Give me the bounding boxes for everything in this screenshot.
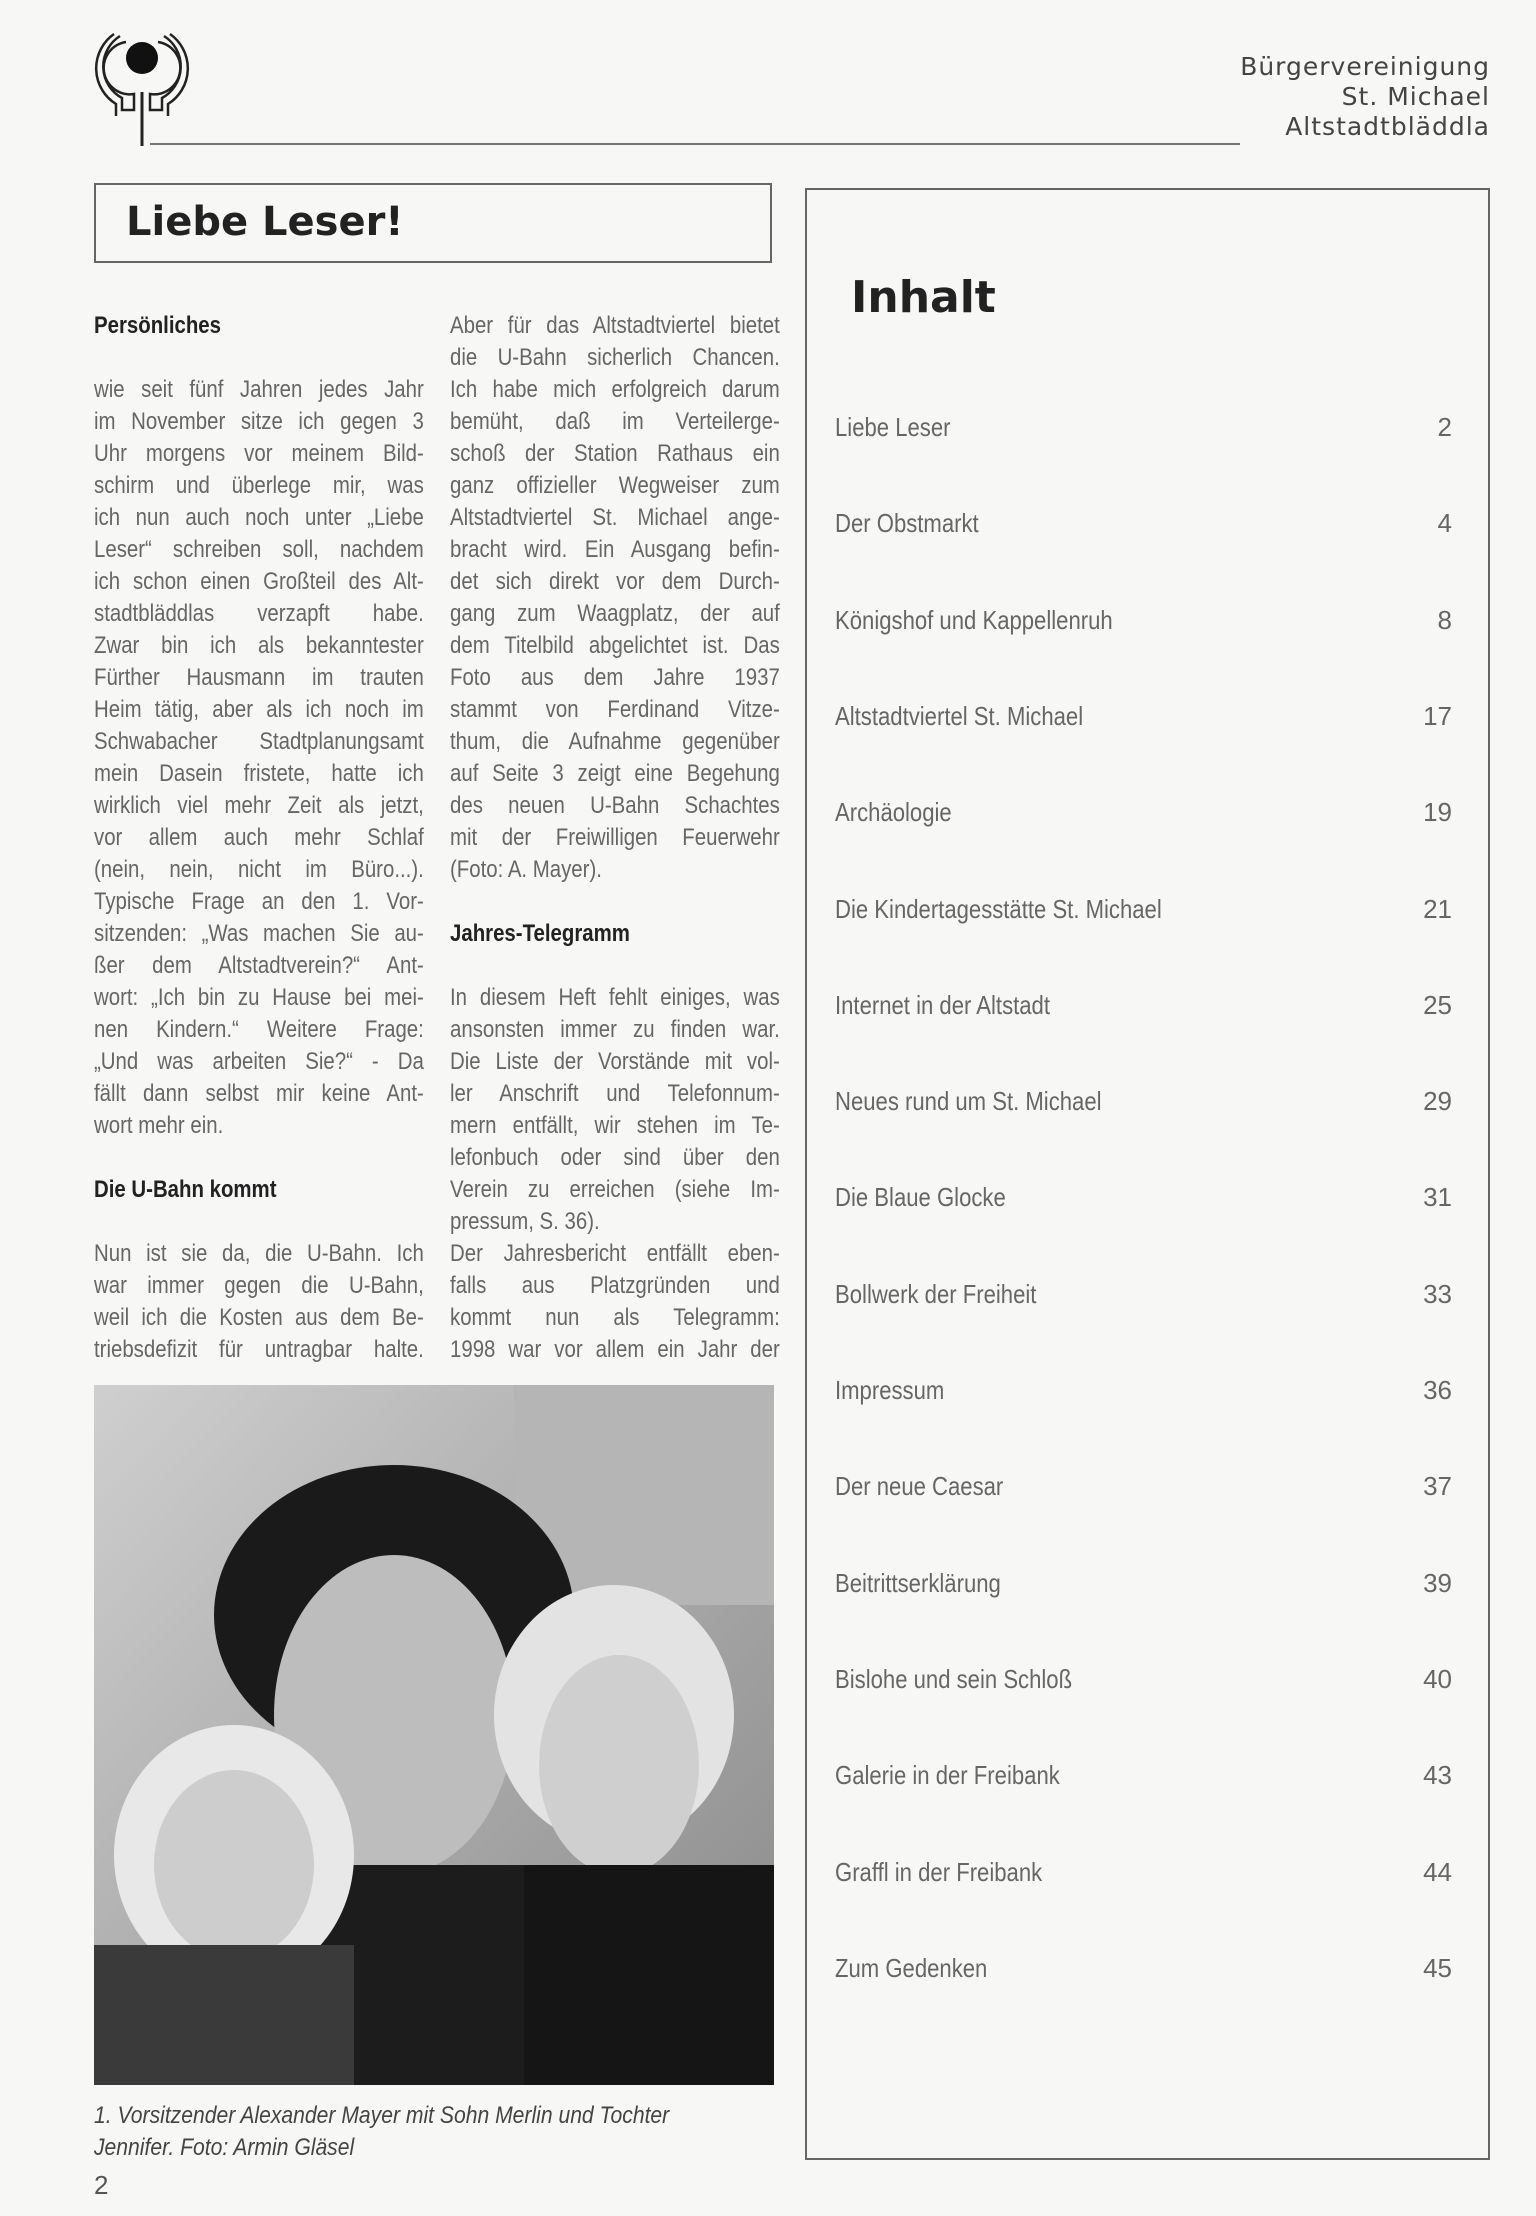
caption-line: Jennifer. Foto: Armin Gläsel [94,2134,355,2161]
text-line: wort mehr ein. [94,1112,224,1139]
header-line: St. Michael [1341,82,1490,111]
spacer [450,886,780,918]
text-line: ganz offizieller Wegweiser zum [450,472,780,499]
text-line: Altstadtviertel St. Michael ange- [450,504,780,531]
text-line: Aber für das Altstadtviertel bietet [450,312,780,339]
text-line: bracht wird. Ein Ausgang befin- [450,536,780,563]
text-line: Heim tätig, aber als ich noch im [94,696,424,723]
text-line: Uhr morgens vor meinem Bild- [94,440,424,467]
family-photo [94,1385,774,2085]
text-line: Ich habe mich erfolgreich darum [450,376,780,403]
toc-item-page: 45 [1423,1952,1452,1983]
photo-caption [94,2100,789,2164]
toc-item[interactable] [835,1760,1452,1796]
toc-item[interactable] [835,1182,1452,1218]
toc-item-page: 25 [1423,989,1452,1020]
toc-item-page: 36 [1423,1375,1452,1405]
toc-item[interactable] [835,508,1452,544]
text-line: im November sitze ich gegen 3 [94,408,424,435]
text-line: sitzenden: „Was machen Sie au- [94,920,424,947]
toc-item-label: Galerie in der Freibank [835,1760,1060,1791]
text-line: Der Jahresbericht entfällt eben- [450,1240,780,1267]
text-line: ßer dem Altstadtverein?“ Ant- [94,952,424,979]
header-rule [150,143,1240,145]
toc-item[interactable] [835,701,1452,737]
text-line: mern entfällt, wir stehen im Te- [450,1112,780,1139]
paragraph [450,1238,780,1366]
text-line: bemüht, daß im Verteilerge- [450,408,780,435]
text-line: Leser“ schreiben soll, nachdem [94,536,424,563]
toc-item[interactable] [835,1375,1452,1411]
text-line: ler Anschrift und Telefonnum- [450,1080,780,1107]
toc-item-page: 21 [1423,893,1452,924]
text-line: mit der Freiwilligen Feuerwehr [450,824,780,851]
text-line: kommt nun als Telegramm: [450,1304,780,1331]
toc-item-label: Graffl in der Freibank [835,1856,1043,1887]
header-line: Bürgervereinigung [1240,52,1490,81]
text-line: schirm und überlege mir, was [94,472,424,499]
text-line: auf Seite 3 zeigt eine Begehung [450,760,780,787]
toc-item-label: Liebe Leser [835,412,951,442]
toc-item-label: Zum Gedenken [835,1952,988,1983]
section-heading: Jahres-Telegramm [450,920,630,947]
caption-line: 1. Vorsitzender Alexander Mayer mit Sohn Merlin und Tochter [94,2102,670,2129]
text-line: gang zum Waagplatz, der auf [450,600,780,627]
title-box [94,183,772,263]
text-line: fällt dann selbst mir keine Ant- [94,1080,424,1107]
toc-item-page: 44 [1423,1856,1452,1887]
toc-item-label: Beitrittserklärung [835,1567,1001,1598]
spacer [450,950,780,982]
text-line: war immer gegen die U-Bahn, [94,1272,424,1299]
toc-item[interactable] [835,1568,1452,1604]
toc-item-label: Neues rund um St. Michael [835,1086,1102,1117]
toc-item[interactable] [835,1857,1452,1893]
text-line: thum, die Aufnahme gegenüber [450,728,780,755]
text-line: dem Titelbild abgelichtet ist. Das [450,632,780,659]
text-line: nen Kindern.“ Weitere Frage: [94,1016,424,1043]
paragraph [450,310,780,886]
text-line: ich nun auch noch unter „Liebe [94,504,424,531]
toc-item-label: Der neue Caesar [835,1471,1004,1502]
toc-item-label: Archäologie [835,797,952,828]
paragraph [450,982,780,1238]
text-line: (Foto: A. Mayer). [450,856,602,883]
section-heading: Die U-Bahn kommt [94,1176,277,1203]
toc-item-page: 37 [1423,1471,1452,1502]
toc-item[interactable] [835,990,1452,1026]
toc-item-label: Internet in der Altstadt [835,989,1050,1020]
toc-item[interactable] [835,1664,1452,1700]
toc-item-page: 29 [1423,1086,1452,1117]
text-line: 1998 war vor allem ein Jahr der [450,1336,780,1363]
text-line: (nein, nein, nicht im Büro...). [94,856,424,883]
text-line: ansonsten immer zu finden war. [450,1016,780,1043]
article-column-left [94,310,424,1366]
text-line: Nun ist sie da, die U-Bahn. Ich [94,1240,424,1267]
association-logo [92,28,192,148]
page-number: 2 [94,2170,109,2200]
text-line: Zwar bin ich als bekanntester [94,632,424,659]
text-line: wort: „Ich bin zu Hause bei mei- [94,984,424,1011]
toc-item[interactable] [835,1471,1452,1507]
header-org-name [1240,52,1490,142]
text-line: Fürther Hausmann im trauten [94,664,424,691]
toc-item[interactable] [835,605,1452,641]
toc-item-label: Die Blaue Glocke [835,1182,1006,1213]
article-column-middle [450,310,780,1366]
spacer [94,1142,424,1174]
text-line: des neuen U-Bahn Schachtes [450,792,780,819]
toc-item[interactable] [835,1953,1452,1989]
toc-item-page: 31 [1423,1182,1452,1213]
text-line: det sich direkt vor dem Durch- [450,568,780,595]
text-line: Schwabacher Stadtplanungsamt [94,728,424,755]
text-line: mein Dasein fristete, hatte ich [94,760,424,787]
paragraph [94,374,424,1142]
text-line: stammt von Ferdinand Vitze- [450,696,780,723]
text-line: weil ich die Kosten aus dem Be- [94,1304,424,1331]
text-line: pressum, S. 36). [450,1208,600,1235]
toc-item[interactable] [835,894,1452,930]
toc-item-label: Impressum [835,1375,945,1405]
text-line: triebsdefizit für untragbar halte. [94,1336,424,1363]
text-line: schoß der Station Rathaus ein [450,440,780,467]
toc-item[interactable] [835,1279,1452,1315]
section-heading: Persönliches [94,312,221,339]
text-line: wie seit fünf Jahren jedes Jahr [94,376,424,403]
spacer [94,1206,424,1238]
toc-item-label: Der Obstmarkt [835,508,979,539]
toc-item-page: 8 [1437,604,1452,635]
text-line: die U-Bahn sicherlich Chancen. [450,344,780,371]
toc-item-label: Bislohe und sein Schloß [835,1663,1073,1694]
toc-item[interactable] [835,797,1452,833]
toc-item-page: 4 [1437,508,1452,539]
toc-item-page: 33 [1423,1278,1452,1309]
toc-item-label: Altstadtviertel St. Michael [835,700,1084,731]
toc-item-page: 40 [1423,1663,1452,1694]
text-line: „Und was arbeiten Sie?“ - Da [94,1048,424,1075]
text-line: ich schon einen Großteil des Alt- [94,568,424,595]
toc-item-page: 19 [1423,797,1452,828]
toc-item-label: Die Kindertagesstätte St. Michael [835,893,1162,924]
header-line: Altstadtbläddla [1285,112,1490,141]
toc-item-label: Königshof und Kappellenruh [835,604,1113,635]
text-line: wirklich viel mehr Zeit als jetzt, [94,792,424,819]
spacer [94,342,424,374]
text-line: stadtbläddlas verzapft habe. [94,600,424,627]
toc-item[interactable] [835,1086,1452,1122]
text-line: Foto aus dem Jahre 1937 [450,664,780,691]
text-line: In diesem Heft fehlt einiges, was [450,984,780,1011]
text-line: lefonbuch oder sind über den [450,1144,780,1171]
text-line: falls aus Platzgründen und [450,1272,780,1299]
toc-item[interactable] [835,412,1452,448]
toc-item-page: 43 [1423,1760,1452,1791]
text-line: vor allem auch mehr Schlaf [94,824,424,851]
toc-item-page: 2 [1437,412,1452,442]
text-line: Typische Frage an den 1. Vor- [94,888,424,915]
toc-item-page: 39 [1423,1567,1452,1598]
text-line: Die Liste der Vorstände mit vol- [450,1048,780,1075]
text-line: Verein zu erreichen (siehe Im- [450,1176,780,1203]
toc-item-label: Bollwerk der Freiheit [835,1278,1037,1309]
table-of-contents [805,188,1490,2160]
toc-title: Inhalt [851,272,996,323]
page-title: Liebe Leser! [126,199,404,245]
toc-item-page: 17 [1423,700,1452,731]
paragraph [94,1238,424,1366]
